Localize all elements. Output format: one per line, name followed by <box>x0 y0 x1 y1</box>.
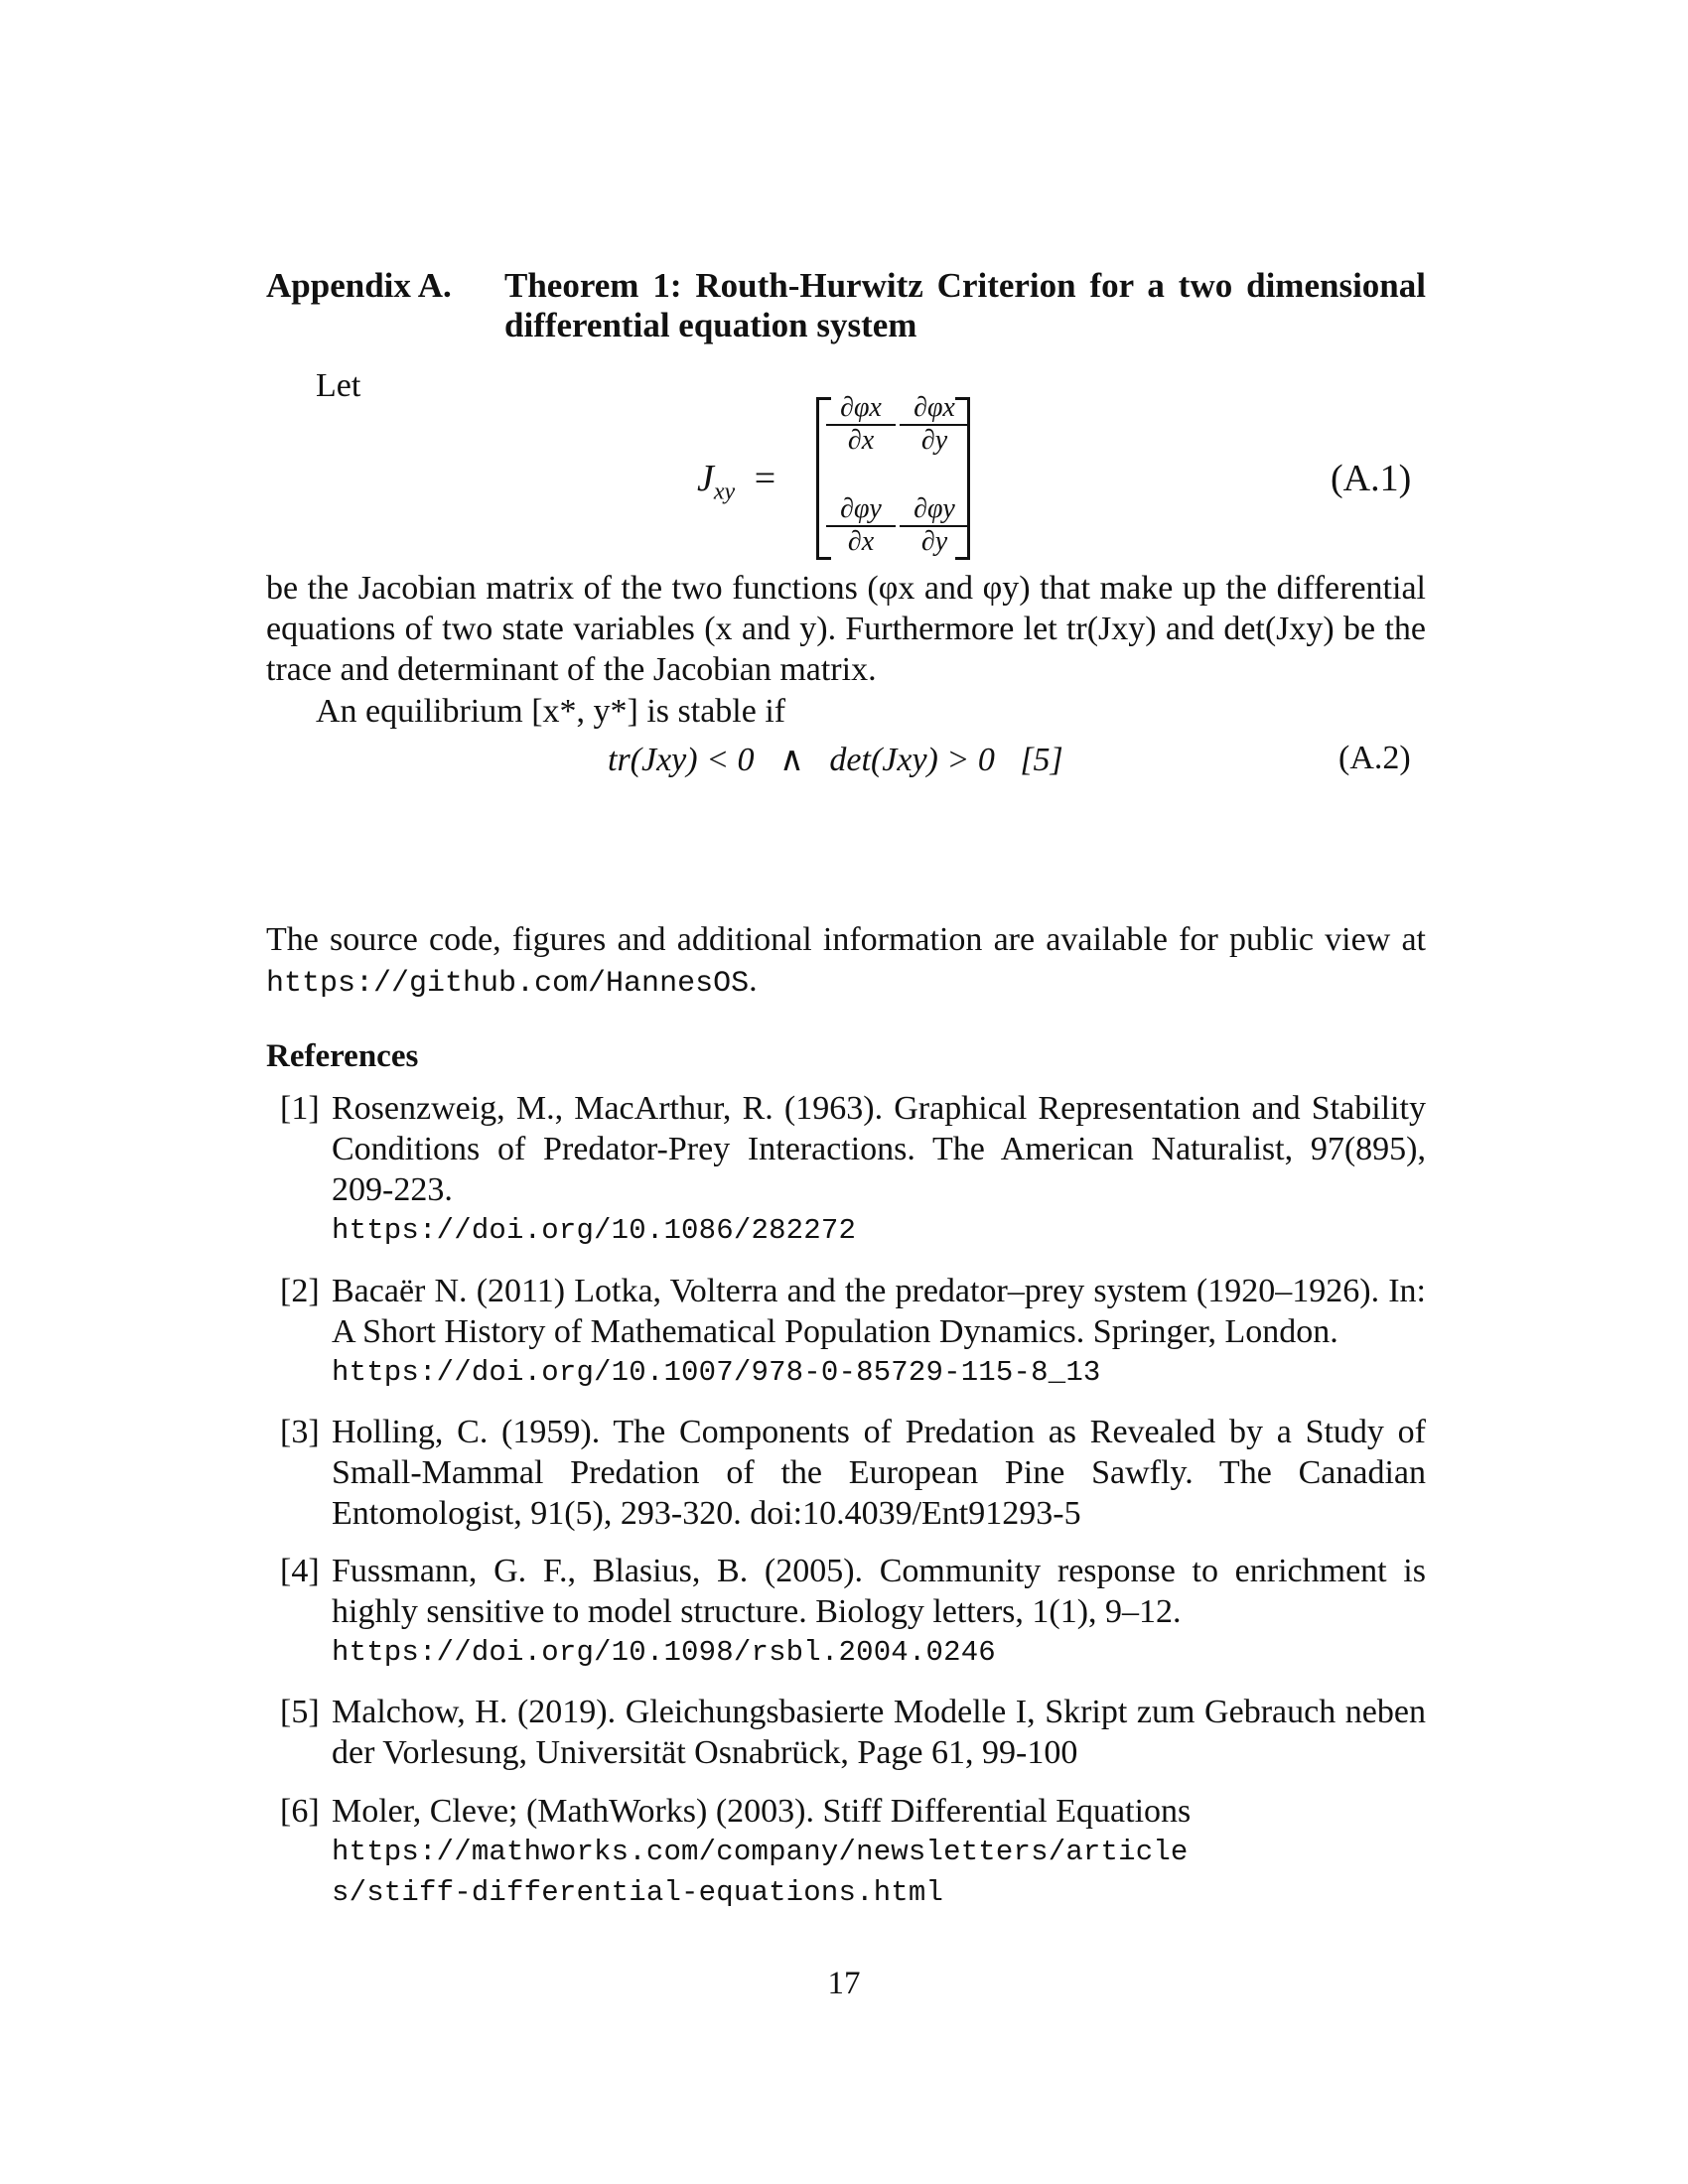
reference-number: [2] <box>280 1273 320 1309</box>
references-heading: References <box>266 1038 419 1074</box>
reference-number: [4] <box>280 1553 320 1589</box>
jacobian-lhs <box>697 457 775 506</box>
matrix-entry-21-denominator: ∂x <box>847 526 875 557</box>
equation-a2: tr(Jxy) < 0 ∧ det(Jxy) > 0 [5] <box>608 742 1063 778</box>
source-url-link[interactable]: https://github.com/HannesOS <box>266 967 750 1001</box>
appendix-label: Appendix A. <box>266 266 452 305</box>
source-note <box>266 919 1426 1005</box>
matrix-entry-22-denominator: ∂y <box>920 526 948 557</box>
matrix-entry-21 <box>826 494 896 557</box>
reference-text: Moler, Cleve; (MathWorks) (2003). Stiff Differential Equations <box>332 1793 1192 1830</box>
matrix-entry-12-denominator: ∂y <box>920 425 948 456</box>
page-number: 17 <box>827 1966 861 2001</box>
reference-text: Malchow, H. (2019). Gleichungsbasierte Modelle I, Skript zum Gebrauch neben der Vorlesung, Universität Osnabrück, Page 61, 99-100 <box>332 1694 1426 1771</box>
equation-number-a2: (A.2) <box>1338 740 1411 776</box>
paragraph-jacobian: be the Jacobian matrix of the two functions (φx and φy) that make up the differential equations of two state variables (x and y). Furthermore let tr(Jxy) and det(Jxy) be the trace and determinant of the Jacobian matrix. <box>266 570 1426 688</box>
matrix-entry-22 <box>900 494 969 557</box>
reference-number: [1] <box>280 1090 320 1127</box>
reference-number: [5] <box>280 1694 320 1730</box>
matrix-entry-11 <box>826 393 896 456</box>
matrix-entry-11-denominator: ∂x <box>847 425 875 456</box>
paragraph-equilibrium: An equilibrium [x*, y*] is stable if <box>316 693 786 730</box>
matrix-entry-11-numerator: ∂φx <box>826 393 896 426</box>
reference-text: Holling, C. (1959). The Components of Predation as Revealed by a Study of Small-Mammal Predation of the European Pine Sawfly. The Canadian Entomologist, 91(5), 293-320. doi:10.4039/Ent91293-5 <box>332 1414 1426 1532</box>
reference-url-link[interactable]: https://doi.org/10.1086/282272 <box>332 1214 857 1247</box>
reference-text: Rosenzweig, M., MacArthur, R. (1963). Graphical Representation and Stability Conditions of Predator-Prey Interactions. The American Naturalist, 97(895), 209-223. <box>332 1090 1426 1208</box>
matrix-entry-12-numerator: ∂φx <box>900 393 969 426</box>
appendix-title: Theorem 1: Routh-Hurwitz Criterion for a two dimensional differential equation system <box>504 266 1426 344</box>
jacobian-symbol: J <box>697 458 714 499</box>
source-text: The source code, figures and additional information are available for public view at <box>266 921 1426 958</box>
matrix-entry-22-numerator: ∂φy <box>900 494 969 527</box>
equation-number-a1: (A.1) <box>1331 458 1412 499</box>
reference-number: [6] <box>280 1793 320 1830</box>
reference-number: [3] <box>280 1414 320 1450</box>
matrix-entry-21-numerator: ∂φy <box>826 494 896 527</box>
jacobian-subscript: xy <box>713 478 736 505</box>
reference-text: Bacaër N. (2011) Lotka, Volterra and the predator–prey system (1920–1926). In: A Short History of Mathematical Population Dynamics. Springer, London. <box>332 1273 1426 1350</box>
intro-text: Let <box>316 367 361 404</box>
source-period: . <box>749 962 758 999</box>
reference-url-link[interactable]: https://doi.org/10.1098/rsbl.2004.0246 <box>332 1636 996 1669</box>
matrix-entry-12 <box>900 393 969 456</box>
reference-url-link[interactable]: https://mathworks.com/company/newsletters/articles/stiff-differential-equations.html <box>332 1836 1189 1909</box>
reference-url-link[interactable]: https://doi.org/10.1007/978-0-85729-115-8_13 <box>332 1356 1101 1389</box>
equals-sign: = <box>754 458 776 499</box>
reference-text: Fussmann, G. F., Blasius, B. (2005). Community response to enrichment is highly sensitive to model structure. Biology letters, 1(1), 9–12. <box>332 1553 1426 1630</box>
